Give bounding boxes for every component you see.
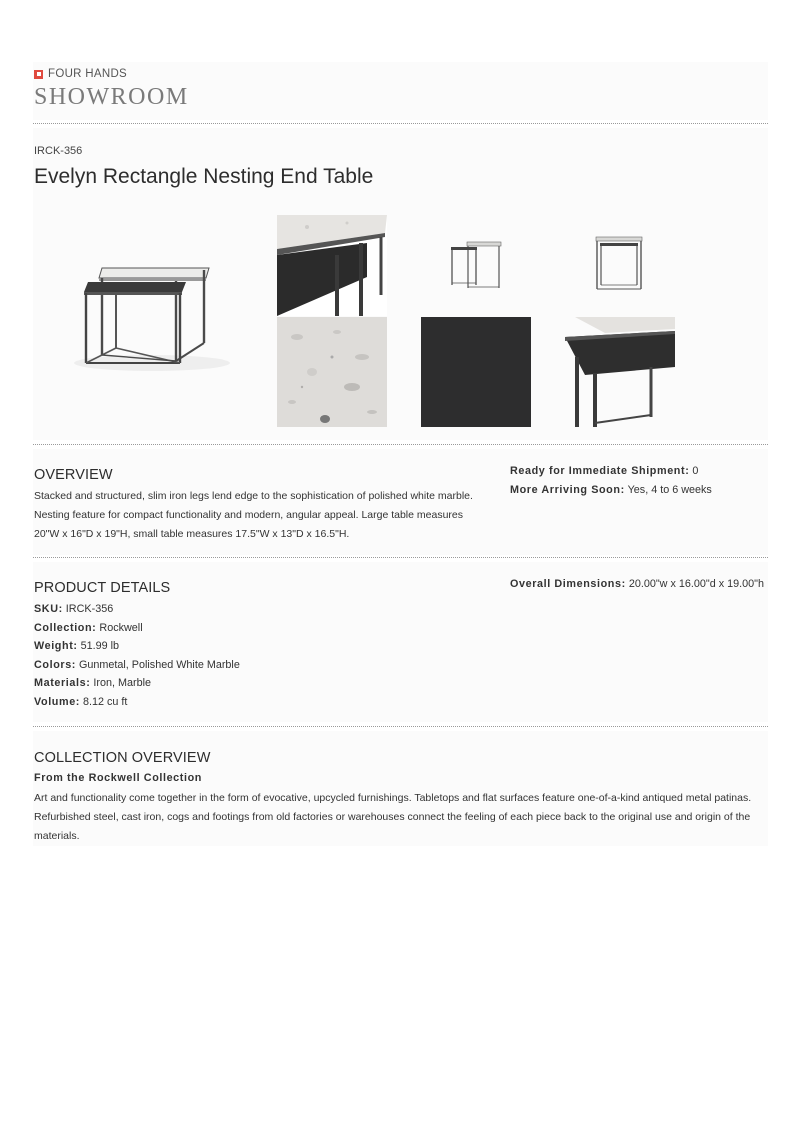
detail-row-weight	[34, 637, 240, 656]
detail-label: Materials:	[34, 677, 91, 690]
divider	[33, 123, 768, 124]
brand-small-text: FOUR HANDS	[48, 68, 128, 80]
product-image-side[interactable]	[421, 215, 531, 316]
divider	[33, 557, 768, 558]
product-sku: IRCK-356	[34, 145, 83, 157]
product-image-marble-swatch[interactable]	[277, 317, 387, 427]
brand-small	[34, 68, 127, 80]
collection-subheading: From the Rockwell Collection	[34, 772, 202, 784]
collection-heading: COLLECTION OVERVIEW	[34, 750, 211, 766]
dimensions-value: 20.00"w x 16.00"d x 19.00"h	[628, 578, 764, 590]
availability-arriving-value: Yes, 4 to 6 weeks	[627, 484, 712, 496]
detail-row-materials	[34, 674, 240, 693]
availability-arriving-label: More Arriving Soon:	[510, 484, 625, 496]
detail-label: Colors:	[34, 658, 76, 671]
detail-row-collection	[34, 619, 240, 638]
detail-value: 8.12 cu ft	[83, 695, 128, 708]
detail-row-volume	[34, 693, 240, 712]
product-image-front[interactable]	[565, 215, 675, 316]
detail-row-sku	[34, 600, 240, 619]
overview-text: Stacked and structured, slim iron legs lend edge to the sophistication of polished white marble. Nesting feature for compact functionality and modern, angular appeal. Large table measures 20"W x 16"D x 19"H, small table measures 17.5"W x 13"D x 16.5"H.	[34, 490, 473, 540]
availability-immediate-label: Ready for Immediate Shipment:	[510, 465, 690, 477]
detail-value: Gunmetal, Polished White Marble	[79, 658, 240, 671]
detail-label: Weight:	[34, 640, 78, 653]
details-heading: PRODUCT DETAILS	[34, 580, 171, 596]
availability-immediate	[510, 462, 698, 481]
dimensions-label: Overall Dimensions:	[510, 578, 626, 590]
detail-value: Rockwell	[99, 621, 143, 634]
brand-logo-icon	[34, 70, 43, 79]
availability-immediate-value: 0	[692, 465, 699, 477]
details-list	[34, 600, 240, 712]
product-image-tray-detail[interactable]	[565, 317, 675, 427]
detail-label: Collection:	[34, 621, 97, 634]
detail-value: Iron, Marble	[93, 677, 152, 690]
overview-heading: OVERVIEW	[34, 467, 113, 483]
divider	[33, 444, 768, 445]
detail-value: 51.99 lb	[80, 640, 120, 653]
detail-row-colors	[34, 656, 240, 675]
detail-label: SKU:	[34, 603, 63, 615]
product-title: Evelyn Rectangle Nesting End Table	[34, 165, 374, 188]
detail-label: Volume:	[34, 695, 80, 708]
divider	[33, 726, 768, 727]
product-image-main[interactable]	[36, 215, 268, 425]
collection-text: Art and functionality come together in the form of evocative, upcycled furnishings. Tabletops and flat surfaces feature one-of-a-kind antiqued metal patinas. Refurbished steel, cast iron, cogs and footings from old factories or warehouses connect the feeling of each piece back to the original use and origin of the materials.	[34, 792, 752, 842]
brand-title: SHOWROOM	[34, 84, 189, 110]
product-image-gunmetal-swatch[interactable]	[421, 317, 531, 427]
detail-value: IRCK-356	[65, 603, 114, 615]
product-image-marble-top[interactable]	[277, 215, 387, 316]
availability-arriving	[510, 481, 712, 500]
overall-dimensions	[510, 575, 764, 594]
